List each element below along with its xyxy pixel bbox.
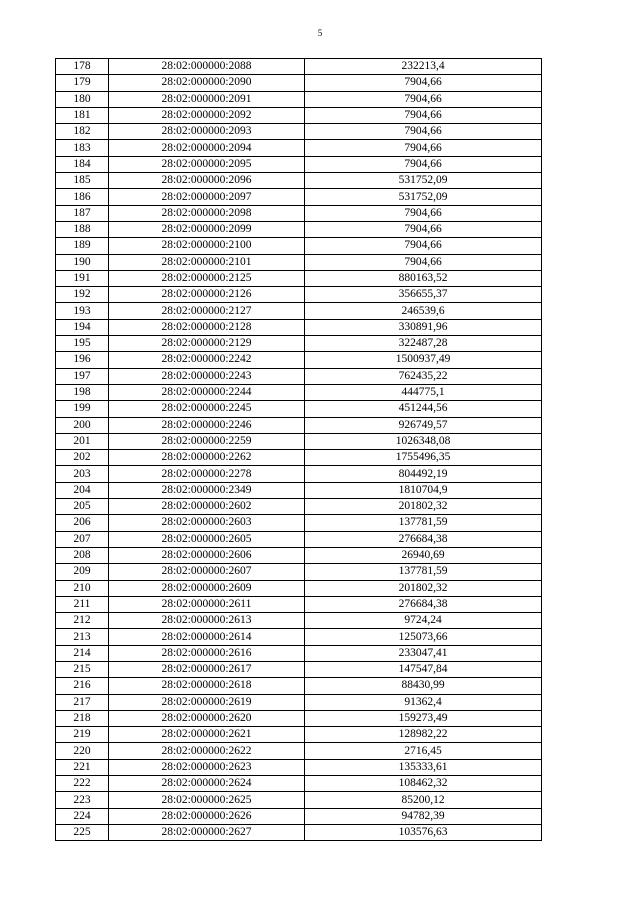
value-cell: 1810704,9 bbox=[305, 482, 542, 498]
table-row bbox=[56, 205, 542, 221]
row-number-cell: 196 bbox=[56, 352, 109, 368]
table-row bbox=[56, 173, 542, 189]
cadastral-number-cell: 28:02:000000:2242 bbox=[109, 352, 305, 368]
table-row bbox=[56, 352, 542, 368]
row-number-cell: 183 bbox=[56, 140, 109, 156]
value-cell: 1026348,08 bbox=[305, 433, 542, 449]
value-cell: 147547,84 bbox=[305, 661, 542, 677]
cadastral-number-cell: 28:02:000000:2094 bbox=[109, 140, 305, 156]
value-cell: 926749,57 bbox=[305, 417, 542, 433]
row-number-cell: 184 bbox=[56, 156, 109, 172]
value-cell: 444775,1 bbox=[305, 384, 542, 400]
cadastral-number-cell: 28:02:000000:2093 bbox=[109, 124, 305, 140]
value-cell: 233047,41 bbox=[305, 645, 542, 661]
table-row bbox=[56, 580, 542, 596]
value-cell: 7904,66 bbox=[305, 91, 542, 107]
cadastral-number-cell: 28:02:000000:2603 bbox=[109, 515, 305, 531]
row-number-cell: 200 bbox=[56, 417, 109, 433]
value-cell: 322487,28 bbox=[305, 336, 542, 352]
value-cell: 135333,61 bbox=[305, 759, 542, 775]
value-cell: 356655,37 bbox=[305, 287, 542, 303]
table-row bbox=[56, 694, 542, 710]
table-row bbox=[56, 91, 542, 107]
row-number-cell: 197 bbox=[56, 368, 109, 384]
row-number-cell: 194 bbox=[56, 319, 109, 335]
row-number-cell: 223 bbox=[56, 792, 109, 808]
row-number-cell: 181 bbox=[56, 107, 109, 123]
table-row bbox=[56, 319, 542, 335]
cadastral-number-cell: 28:02:000000:2091 bbox=[109, 91, 305, 107]
value-cell: 762435,22 bbox=[305, 368, 542, 384]
table-row bbox=[56, 596, 542, 612]
table-row bbox=[56, 499, 542, 515]
row-number-cell: 193 bbox=[56, 303, 109, 319]
row-number-cell: 178 bbox=[56, 59, 109, 75]
cadastral-number-cell: 28:02:000000:2259 bbox=[109, 433, 305, 449]
row-number-cell: 182 bbox=[56, 124, 109, 140]
cadastral-number-cell: 28:02:000000:2617 bbox=[109, 661, 305, 677]
cadastral-number-cell: 28:02:000000:2602 bbox=[109, 499, 305, 515]
table-row bbox=[56, 792, 542, 808]
table-row bbox=[56, 433, 542, 449]
row-number-cell: 199 bbox=[56, 401, 109, 417]
cadastral-number-cell: 28:02:000000:2620 bbox=[109, 710, 305, 726]
table-row bbox=[56, 156, 542, 172]
cadastral-number-cell: 28:02:000000:2090 bbox=[109, 75, 305, 91]
value-cell: 91362,4 bbox=[305, 694, 542, 710]
row-number-cell: 204 bbox=[56, 482, 109, 498]
cadastral-number-cell: 28:02:000000:2611 bbox=[109, 596, 305, 612]
page-number: 5 bbox=[317, 28, 323, 38]
row-number-cell: 206 bbox=[56, 515, 109, 531]
value-cell: 7904,66 bbox=[305, 205, 542, 221]
row-number-cell: 216 bbox=[56, 678, 109, 694]
table-row bbox=[56, 727, 542, 743]
row-number-cell: 218 bbox=[56, 710, 109, 726]
table-row bbox=[56, 254, 542, 270]
cadastral-number-cell: 28:02:000000:2101 bbox=[109, 254, 305, 270]
row-number-cell: 203 bbox=[56, 466, 109, 482]
cadastral-number-cell: 28:02:000000:2607 bbox=[109, 564, 305, 580]
table-row bbox=[56, 743, 542, 759]
cadastral-number-cell: 28:02:000000:2125 bbox=[109, 270, 305, 286]
row-number-cell: 217 bbox=[56, 694, 109, 710]
cadastral-number-cell: 28:02:000000:2092 bbox=[109, 107, 305, 123]
value-cell: 276684,38 bbox=[305, 531, 542, 547]
cadastral-number-cell: 28:02:000000:2244 bbox=[109, 384, 305, 400]
row-number-cell: 186 bbox=[56, 189, 109, 205]
cadastral-number-cell: 28:02:000000:2088 bbox=[109, 59, 305, 75]
cadastral-number-cell: 28:02:000000:2622 bbox=[109, 743, 305, 759]
value-cell: 94782,39 bbox=[305, 808, 542, 824]
cadastral-number-cell: 28:02:000000:2245 bbox=[109, 401, 305, 417]
row-number-cell: 222 bbox=[56, 776, 109, 792]
table-row bbox=[56, 287, 542, 303]
table-row bbox=[56, 238, 542, 254]
value-cell: 7904,66 bbox=[305, 221, 542, 237]
value-cell: 7904,66 bbox=[305, 107, 542, 123]
cadastral-number-cell: 28:02:000000:2614 bbox=[109, 629, 305, 645]
row-number-cell: 205 bbox=[56, 499, 109, 515]
table-row bbox=[56, 368, 542, 384]
value-cell: 26940,69 bbox=[305, 547, 542, 563]
cadastral-number-cell: 28:02:000000:2129 bbox=[109, 336, 305, 352]
value-cell: 7904,66 bbox=[305, 124, 542, 140]
table-row bbox=[56, 336, 542, 352]
table-row bbox=[56, 384, 542, 400]
cadastral-number-cell: 28:02:000000:2619 bbox=[109, 694, 305, 710]
cadastral-number-cell: 28:02:000000:2095 bbox=[109, 156, 305, 172]
cadastral-value-table bbox=[55, 58, 542, 841]
cadastral-number-cell: 28:02:000000:2621 bbox=[109, 727, 305, 743]
row-number-cell: 202 bbox=[56, 450, 109, 466]
cadastral-number-cell: 28:02:000000:2609 bbox=[109, 580, 305, 596]
row-number-cell: 189 bbox=[56, 238, 109, 254]
table-row bbox=[56, 710, 542, 726]
row-number-cell: 179 bbox=[56, 75, 109, 91]
cadastral-number-cell: 28:02:000000:2126 bbox=[109, 287, 305, 303]
value-cell: 804492,19 bbox=[305, 466, 542, 482]
cadastral-number-cell: 28:02:000000:2627 bbox=[109, 824, 305, 840]
value-cell: 85200,12 bbox=[305, 792, 542, 808]
value-cell: 108462,32 bbox=[305, 776, 542, 792]
table-row bbox=[56, 466, 542, 482]
cadastral-number-cell: 28:02:000000:2128 bbox=[109, 319, 305, 335]
table-row bbox=[56, 515, 542, 531]
table-row bbox=[56, 303, 542, 319]
table-row bbox=[56, 531, 542, 547]
value-cell: 451244,56 bbox=[305, 401, 542, 417]
value-cell: 125073,66 bbox=[305, 629, 542, 645]
table-row bbox=[56, 759, 542, 775]
row-number-cell: 191 bbox=[56, 270, 109, 286]
value-cell: 7904,66 bbox=[305, 140, 542, 156]
row-number-cell: 209 bbox=[56, 564, 109, 580]
row-number-cell: 219 bbox=[56, 727, 109, 743]
value-cell: 7904,66 bbox=[305, 156, 542, 172]
cadastral-number-cell: 28:02:000000:2613 bbox=[109, 613, 305, 629]
cadastral-number-cell: 28:02:000000:2616 bbox=[109, 645, 305, 661]
row-number-cell: 192 bbox=[56, 287, 109, 303]
row-number-cell: 180 bbox=[56, 91, 109, 107]
value-cell: 201802,32 bbox=[305, 499, 542, 515]
value-cell: 137781,59 bbox=[305, 515, 542, 531]
cadastral-number-cell: 28:02:000000:2624 bbox=[109, 776, 305, 792]
table-row bbox=[56, 107, 542, 123]
row-number-cell: 188 bbox=[56, 221, 109, 237]
cadastral-number-cell: 28:02:000000:2127 bbox=[109, 303, 305, 319]
row-number-cell: 214 bbox=[56, 645, 109, 661]
value-cell: 201802,32 bbox=[305, 580, 542, 596]
cadastral-number-cell: 28:02:000000:2262 bbox=[109, 450, 305, 466]
cadastral-number-cell: 28:02:000000:2623 bbox=[109, 759, 305, 775]
row-number-cell: 211 bbox=[56, 596, 109, 612]
cadastral-number-cell: 28:02:000000:2349 bbox=[109, 482, 305, 498]
value-cell: 137781,59 bbox=[305, 564, 542, 580]
row-number-cell: 225 bbox=[56, 824, 109, 840]
cadastral-number-cell: 28:02:000000:2096 bbox=[109, 173, 305, 189]
cadastral-number-cell: 28:02:000000:2099 bbox=[109, 221, 305, 237]
table-body bbox=[56, 59, 542, 841]
cadastral-number-cell: 28:02:000000:2100 bbox=[109, 238, 305, 254]
value-cell: 531752,09 bbox=[305, 189, 542, 205]
row-number-cell: 207 bbox=[56, 531, 109, 547]
cadastral-number-cell: 28:02:000000:2098 bbox=[109, 205, 305, 221]
row-number-cell: 208 bbox=[56, 547, 109, 563]
row-number-cell: 220 bbox=[56, 743, 109, 759]
cadastral-number-cell: 28:02:000000:2243 bbox=[109, 368, 305, 384]
row-number-cell: 221 bbox=[56, 759, 109, 775]
row-number-cell: 190 bbox=[56, 254, 109, 270]
value-cell: 159273,49 bbox=[305, 710, 542, 726]
table-row bbox=[56, 270, 542, 286]
table-row bbox=[56, 824, 542, 840]
table-row bbox=[56, 75, 542, 91]
value-cell: 7904,66 bbox=[305, 75, 542, 91]
cadastral-number-cell: 28:02:000000:2618 bbox=[109, 678, 305, 694]
table-row bbox=[56, 629, 542, 645]
table-row bbox=[56, 661, 542, 677]
value-cell: 103576,63 bbox=[305, 824, 542, 840]
row-number-cell: 213 bbox=[56, 629, 109, 645]
cadastral-number-cell: 28:02:000000:2626 bbox=[109, 808, 305, 824]
value-cell: 2716,45 bbox=[305, 743, 542, 759]
table-row bbox=[56, 221, 542, 237]
cadastral-number-cell: 28:02:000000:2605 bbox=[109, 531, 305, 547]
value-cell: 9724,24 bbox=[305, 613, 542, 629]
table-row bbox=[56, 645, 542, 661]
table-row bbox=[56, 450, 542, 466]
cadastral-number-cell: 28:02:000000:2606 bbox=[109, 547, 305, 563]
row-number-cell: 215 bbox=[56, 661, 109, 677]
cadastral-number-cell: 28:02:000000:2278 bbox=[109, 466, 305, 482]
cadastral-number-cell: 28:02:000000:2246 bbox=[109, 417, 305, 433]
row-number-cell: 212 bbox=[56, 613, 109, 629]
cadastral-number-cell: 28:02:000000:2625 bbox=[109, 792, 305, 808]
value-cell: 232213,4 bbox=[305, 59, 542, 75]
value-cell: 7904,66 bbox=[305, 238, 542, 254]
table-row bbox=[56, 482, 542, 498]
value-cell: 246539,6 bbox=[305, 303, 542, 319]
row-number-cell: 195 bbox=[56, 336, 109, 352]
row-number-cell: 210 bbox=[56, 580, 109, 596]
cadastral-number-cell: 28:02:000000:2097 bbox=[109, 189, 305, 205]
value-cell: 7904,66 bbox=[305, 254, 542, 270]
table-row bbox=[56, 564, 542, 580]
value-cell: 880163,52 bbox=[305, 270, 542, 286]
row-number-cell: 187 bbox=[56, 205, 109, 221]
row-number-cell: 224 bbox=[56, 808, 109, 824]
table-row bbox=[56, 678, 542, 694]
row-number-cell: 201 bbox=[56, 433, 109, 449]
value-cell: 1500937,49 bbox=[305, 352, 542, 368]
table-row bbox=[56, 776, 542, 792]
value-cell: 276684,38 bbox=[305, 596, 542, 612]
table-row bbox=[56, 140, 542, 156]
row-number-cell: 198 bbox=[56, 384, 109, 400]
row-number-cell: 185 bbox=[56, 173, 109, 189]
value-cell: 88430,99 bbox=[305, 678, 542, 694]
value-cell: 531752,09 bbox=[305, 173, 542, 189]
value-cell: 330891,96 bbox=[305, 319, 542, 335]
table-row bbox=[56, 613, 542, 629]
value-cell: 128982,22 bbox=[305, 727, 542, 743]
table-row bbox=[56, 124, 542, 140]
table-row bbox=[56, 401, 542, 417]
table-row bbox=[56, 808, 542, 824]
table-row bbox=[56, 417, 542, 433]
table-row bbox=[56, 189, 542, 205]
table-row bbox=[56, 547, 542, 563]
value-cell: 1755496,35 bbox=[305, 450, 542, 466]
table-row bbox=[56, 59, 542, 75]
